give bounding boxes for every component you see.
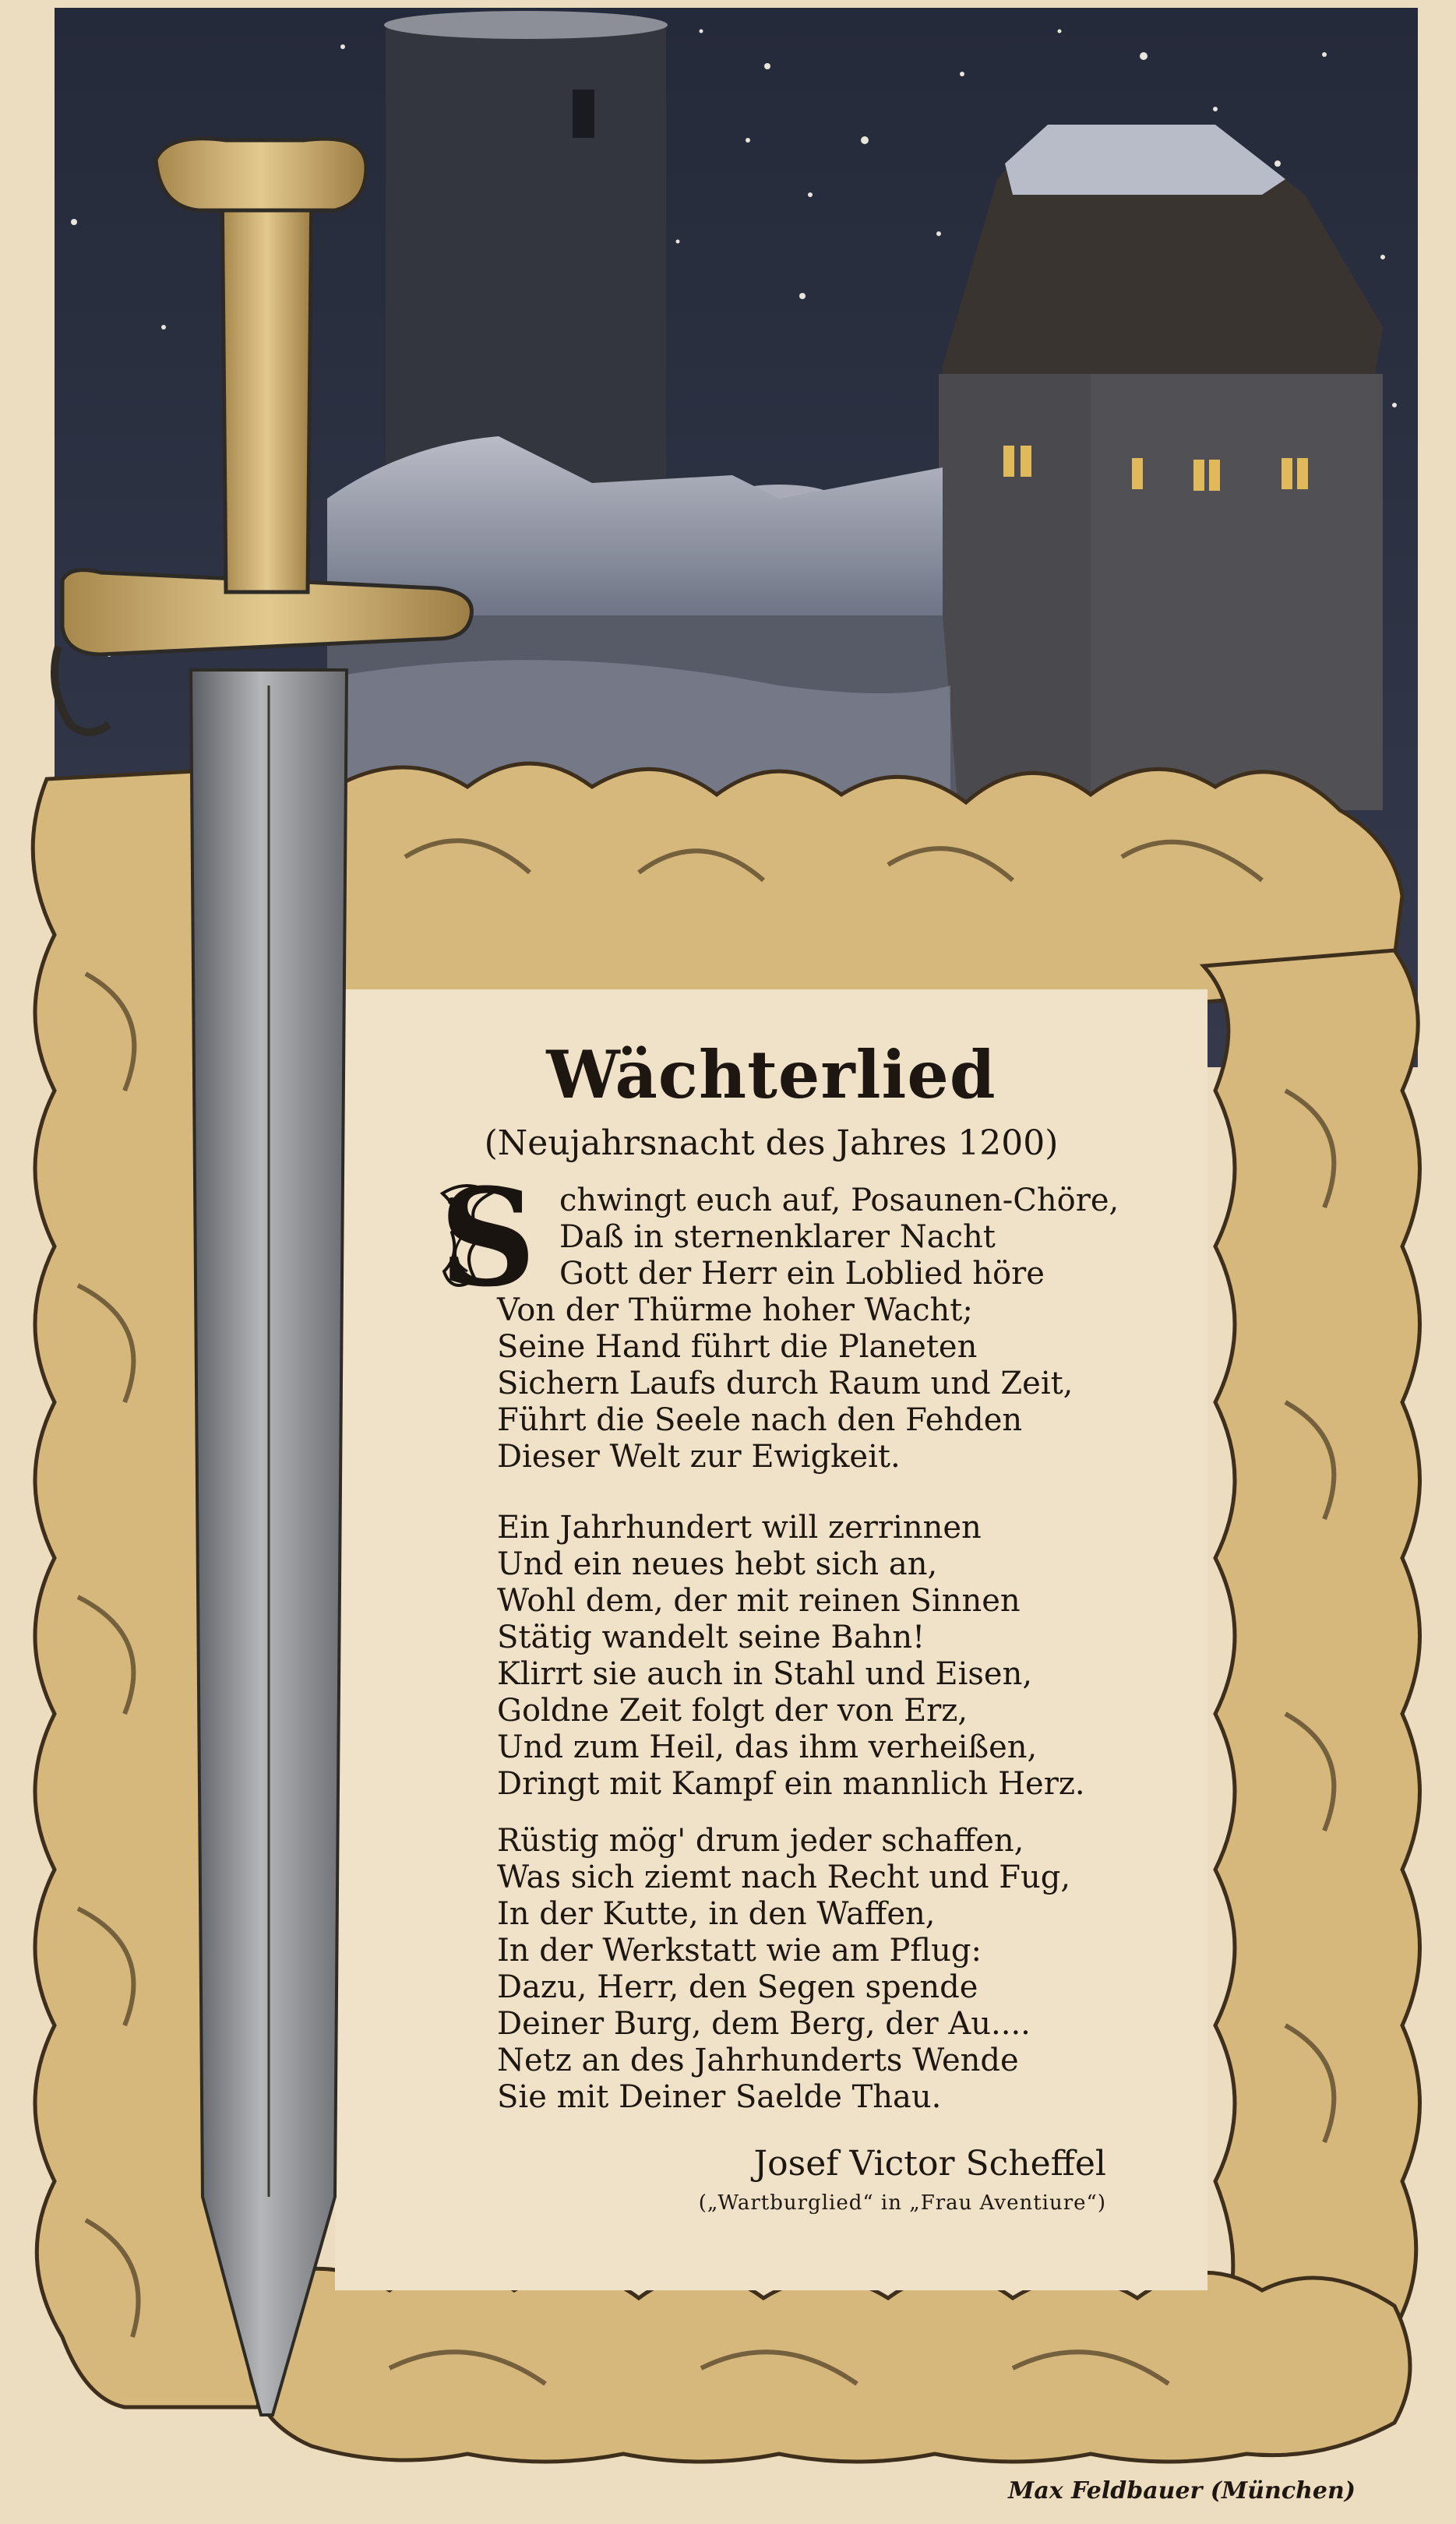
- verse-line: Deiner Burg, dem Berg, der Au....: [497, 2006, 1031, 2042]
- verse-line: Führt die Seele nach den Fehden: [497, 1402, 1023, 1438]
- drop-cap: [436, 1158, 553, 1317]
- poem-subtitle: (Neujahrsnacht des Jahres 1200): [484, 1123, 1059, 1163]
- verse-line: Sichern Laufs durch Raum und Zeit,: [497, 1366, 1073, 1401]
- verse-line: Sie mit Deiner Saelde Thau.: [497, 2079, 942, 2115]
- verse-line: Wohl dem, der mit reinen Sinnen: [497, 1583, 1021, 1619]
- verse-line: Seine Hand führt die Planeten: [497, 1329, 978, 1365]
- verse-line: Klirrt sie auch in Stahl und Eisen,: [497, 1656, 1033, 1692]
- artist-credit: Max Feldbauer (München): [1008, 2477, 1356, 2505]
- verse-line: Was sich ziemt nach Recht und Fug,: [497, 1860, 1071, 1895]
- poem-author: Josef Victor Scheffel: [753, 2144, 1106, 2184]
- verse-line: Ein Jahrhundert will zerrinnen: [497, 1510, 982, 1546]
- stanza-2: [497, 1510, 1120, 1803]
- verse-line: Von der Thürme hoher Wacht;: [497, 1292, 973, 1328]
- verse-line: Daß in sternenklarer Nacht: [559, 1219, 996, 1255]
- verse-line: Goldne Zeit folgt der von Erz,: [497, 1693, 968, 1729]
- verse-line: Gott der Herr ein Loblied höre: [559, 1256, 1045, 1292]
- verse-line: In der Werkstatt wie am Pflug:: [497, 1933, 982, 1969]
- drop-cap-letter: S: [439, 1158, 537, 1317]
- poem-source: („Wartburglied“ in „Frau Aventiure“): [698, 2191, 1106, 2215]
- verse-line: In der Kutte, in den Waffen,: [497, 1896, 936, 1932]
- verse-line: Und zum Heil, das ihm verheißen,: [497, 1729, 1038, 1765]
- verse-line: Stätig wandelt seine Bahn!: [497, 1620, 925, 1655]
- verse-line: Und ein neues hebt sich an,: [497, 1546, 938, 1582]
- verse-line: Dringt mit Kampf ein mannlich Herz.: [497, 1766, 1085, 1802]
- verse-line: chwingt euch auf, Posaunen-Chöre,: [559, 1183, 1119, 1218]
- verse-line: Dieser Welt zur Ewigkeit.: [497, 1439, 901, 1475]
- stanza-1: [439, 1158, 1120, 1475]
- verse-line: Rüstig mög' drum jeder schaffen,: [497, 1823, 1024, 1859]
- poem-title: Wächterlied: [546, 1036, 996, 1113]
- castle-gatehouse: [939, 125, 1383, 810]
- verse-line: Netz an des Jahrhunderts Wende: [497, 2043, 1019, 2078]
- verse-line: Dazu, Herr, den Segen spende: [497, 1969, 978, 2005]
- stanza-3: [497, 1823, 1120, 2116]
